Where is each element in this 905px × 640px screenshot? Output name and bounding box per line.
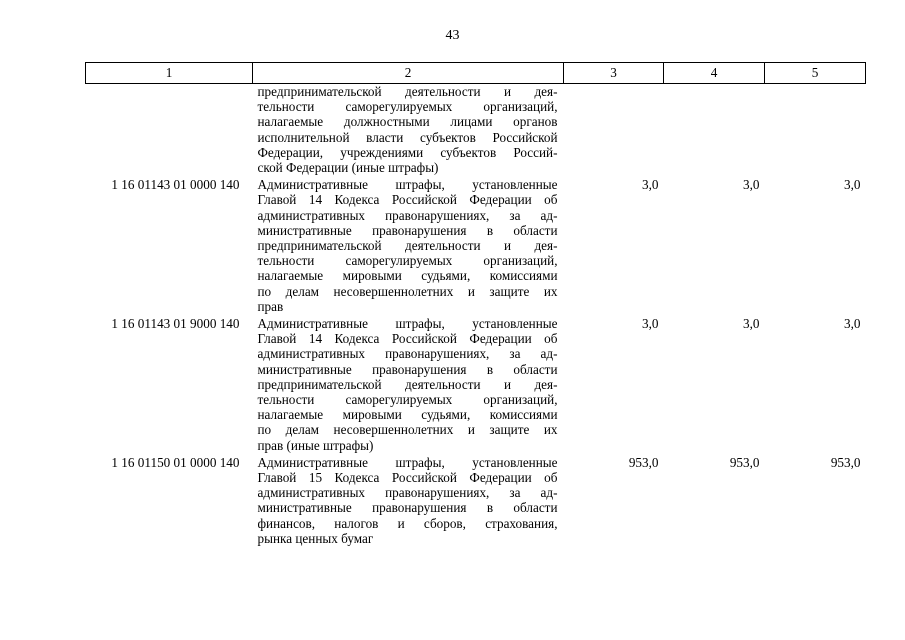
code-cell (86, 84, 253, 176)
description-line: Административные штрафы, установленные (257, 177, 558, 193)
description-line: финансов, налогов и сборов, страхования, (257, 515, 558, 531)
description-line: Федерации, учреждениями субъектов Россий- (257, 144, 558, 160)
description-cell (253, 175, 564, 314)
description-line: налагаемые должностными лицами органов (257, 114, 558, 130)
value-col3-cell: 3,0 (642, 316, 659, 332)
description-line: предпринимательской деятельности и дея- (257, 376, 558, 392)
table-row (86, 453, 866, 546)
description-cell (253, 314, 564, 453)
description-line: административных правонарушениях, за ад- (257, 346, 558, 362)
table-header-row (86, 63, 866, 84)
description-cell (253, 84, 564, 176)
column-header-3: 3 (564, 63, 664, 84)
description-line: тельности саморегулируемых организаций, (257, 392, 558, 408)
description-line: министративные правонарушения в области (257, 361, 558, 377)
description-line: ской Федерации (иные штрафы) (257, 160, 439, 176)
description-line: административных правонарушениях, за ад- (257, 207, 558, 223)
description-line: налагаемые мировыми судьями, комиссиями (257, 268, 558, 284)
column-header-5: 5 (765, 63, 866, 84)
description-line: Главой 14 Кодекса Российской Федерации об (257, 331, 558, 347)
description-line: по делам несовершеннолетних и защите их (257, 283, 558, 299)
value-col3-cell: 3,0 (642, 177, 659, 193)
column-header-2: 2 (253, 63, 564, 84)
description-line: по делам несовершеннолетних и защите их (257, 422, 558, 438)
description-line: тельности саморегулируемых организаций, (257, 99, 558, 115)
description-line: рынка ценных бумаг (257, 530, 374, 546)
description-cell (253, 453, 564, 546)
description-line: Главой 14 Кодекса Российской Федерации об (257, 192, 558, 208)
description-line: Административные штрафы, установленные (257, 316, 558, 332)
description-line: прав (257, 298, 284, 314)
description-line: министративные правонарушения в области (257, 222, 558, 238)
table-row (86, 314, 866, 453)
column-header-1: 1 (86, 63, 253, 84)
description-line: Административные штрафы, установленные (257, 454, 558, 470)
code-cell: 1 16 01143 01 0000 140 (111, 177, 240, 193)
page-number: 43 (445, 28, 460, 43)
code-cell: 1 16 01150 01 0000 140 (111, 454, 240, 470)
value-col4-cell: 3,0 (743, 316, 760, 332)
description-line: прав (иные штрафы) (257, 437, 374, 453)
description-line: тельности саморегулируемых организаций, (257, 253, 558, 269)
table-body (86, 84, 866, 547)
budget-table (85, 62, 866, 546)
table-row (86, 175, 866, 314)
column-header-4: 4 (664, 63, 765, 84)
description-line: налагаемые мировыми судьями, комиссиями (257, 407, 558, 423)
description-line: Главой 15 Кодекса Российской Федерации об (257, 470, 558, 486)
description-line: министративные правонарушения в области (257, 500, 558, 516)
value-col3-cell: 953,0 (628, 454, 659, 470)
value-col5-cell: 953,0 (830, 454, 861, 470)
value-col5-cell: 3,0 (844, 316, 861, 332)
value-col4-cell: 3,0 (743, 177, 760, 193)
value-col4-cell: 953,0 (729, 454, 760, 470)
code-cell: 1 16 01143 01 9000 140 (111, 316, 240, 332)
description-line: исполнительной власти субъектов Российской (257, 129, 558, 145)
value-col5-cell: 3,0 (844, 177, 861, 193)
description-line: предпринимательской деятельности и дея- (257, 238, 558, 254)
description-line: предпринимательской деятельности и дея- (257, 84, 558, 99)
table-row-continuation (86, 84, 866, 176)
description-line: административных правонарушениях, за ад- (257, 485, 558, 501)
